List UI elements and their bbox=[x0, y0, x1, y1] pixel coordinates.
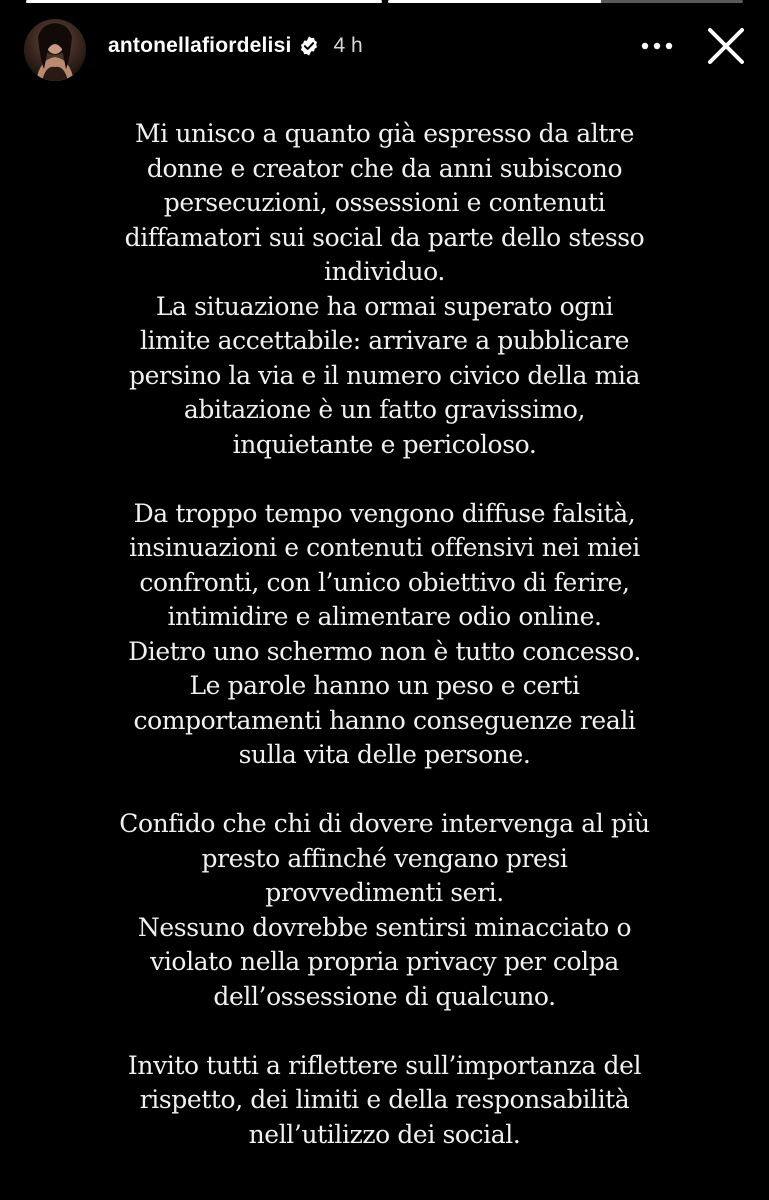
story-text-line: sulla vita delle persone. bbox=[238, 740, 531, 769]
story-text-line: diffamatori sui social da parte dello stesso bbox=[124, 222, 645, 252]
story-text-line: Dietro uno schermo non è tutto concesso. bbox=[128, 636, 641, 666]
story-text-line: Nessuno dovrebbe sentirsi minacciato o bbox=[137, 912, 632, 942]
story-text-line: donne e creator che da anni subiscono bbox=[146, 153, 623, 183]
story-text-line: inquietante e pericoloso. bbox=[232, 429, 537, 459]
story-progress-bars bbox=[26, 0, 743, 3]
story-text-line: violato nella propria privacy per colpa bbox=[150, 947, 619, 976]
story-text-line: presto affinché vengano presi bbox=[201, 843, 568, 873]
progress-fill bbox=[26, 0, 382, 3]
avatar-image bbox=[24, 19, 86, 81]
more-horizontal-icon bbox=[641, 42, 673, 50]
story-text-line: Invito tutti a riflettere sull’importanza del bbox=[127, 1050, 642, 1080]
story-text-line: insinuazioni e contenuti offensivi nei miei bbox=[129, 533, 640, 562]
close-button[interactable] bbox=[701, 21, 751, 71]
username[interactable]: antonellafiordelisi bbox=[108, 34, 292, 57]
story-text-line: La situazione ha ormai superato ogni bbox=[155, 291, 614, 321]
avatar[interactable] bbox=[24, 19, 86, 81]
story-text-line: Da troppo tempo vengono diffuse falsità, bbox=[133, 498, 636, 528]
story-text-line: Le parole hanno un peso e certi bbox=[189, 671, 580, 700]
paragraph-gap bbox=[40, 462, 729, 497]
verified-badge-icon bbox=[298, 35, 320, 57]
story-text-line: Confido che chi di dovere intervenga al più bbox=[119, 809, 650, 838]
close-icon bbox=[706, 26, 746, 66]
paragraph-gap bbox=[40, 1014, 729, 1049]
post-time: 4 h bbox=[333, 34, 363, 57]
story-text-line: intimidire e alimentare odio online. bbox=[167, 602, 602, 631]
story-text-line: individuo. bbox=[324, 257, 445, 286]
story-text-line: limite accettabile: arrivare a pubblicare bbox=[139, 326, 630, 355]
story-text-line: comportamenti hanno conseguenze reali bbox=[133, 705, 636, 735]
story-header bbox=[24, 18, 751, 82]
story-text-line: persino la via e il numero civico della mia bbox=[129, 360, 640, 390]
paragraph-gap bbox=[40, 773, 729, 808]
progress-segment bbox=[388, 0, 744, 3]
story-text-line: rispetto, dei limiti e della responsabilità bbox=[139, 1085, 630, 1114]
story-text-line: abitazione è un fatto gravissimo, bbox=[183, 395, 586, 424]
story-text-line: nell’utilizzo dei social. bbox=[248, 1119, 521, 1149]
more-options-button[interactable] bbox=[637, 26, 677, 66]
story-text-line: persecuzioni, ossessioni e contenuti bbox=[163, 188, 606, 217]
progress-fill bbox=[388, 0, 601, 3]
story-text-line: confronti, con l’unico obiettivo di ferire, bbox=[139, 567, 630, 597]
story-text-line: Mi unisco a quanto già espresso da altre bbox=[134, 119, 634, 148]
story-text-line: provvedimenti seri. bbox=[265, 878, 504, 907]
story-text bbox=[40, 117, 729, 1152]
user-info bbox=[108, 34, 363, 58]
progress-segment bbox=[26, 0, 382, 3]
story-text-line: dell’ossessione di qualcuno. bbox=[213, 981, 556, 1011]
